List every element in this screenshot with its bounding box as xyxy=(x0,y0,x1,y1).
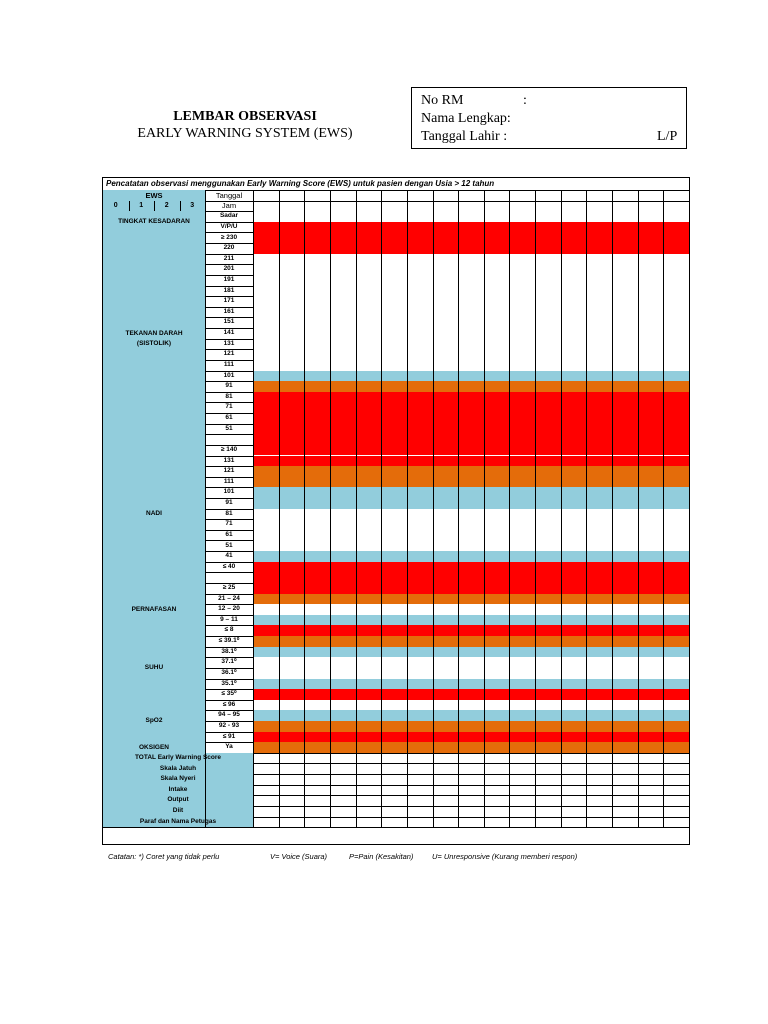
data-column-divider xyxy=(535,190,536,827)
tanggal-input-cell xyxy=(433,190,459,201)
data-column-divider xyxy=(381,190,382,827)
observation-row-fill xyxy=(253,594,689,605)
data-column-divider xyxy=(330,190,331,827)
parameter-value-label: V/P/U xyxy=(220,222,238,230)
parameter-value-label: 201 xyxy=(223,265,235,273)
parameter-value-label: 9 – 11 xyxy=(220,615,238,623)
parameter-group-label: NADI xyxy=(103,445,205,583)
tanggal-input-cell xyxy=(381,190,407,201)
observation-row-fill xyxy=(253,668,689,679)
birth-date-label: Tanggal Lahir : xyxy=(421,129,508,144)
observation-row-fill xyxy=(253,402,689,413)
data-column-divider xyxy=(561,190,562,827)
patient-id-box xyxy=(411,87,687,149)
parameter-value-label: 131 xyxy=(223,339,235,347)
parameter-value-label: 91 xyxy=(225,499,233,507)
no-rm-row xyxy=(421,92,527,109)
tanggal-input-cell xyxy=(279,190,305,201)
data-column-divider xyxy=(638,190,639,827)
label-column-divider xyxy=(205,190,206,827)
observation-row-fill xyxy=(253,732,689,743)
tanggal-input-cell xyxy=(638,190,664,201)
jam-input-cell xyxy=(279,201,305,212)
parameter-value-label: 131 xyxy=(223,456,235,464)
observation-row-fill xyxy=(253,349,689,360)
parameter-value-label: ≤ 91 xyxy=(222,732,236,740)
observation-row-fill xyxy=(253,647,689,658)
tanggal-input-cell xyxy=(407,190,433,201)
observation-row-fill xyxy=(253,232,689,243)
observation-row-fill xyxy=(253,679,689,690)
patient-name-label: Nama Lengkap: xyxy=(421,111,511,126)
jam-input-cell xyxy=(304,201,330,212)
observation-row-fill xyxy=(253,211,689,222)
parameter-value-label: 41 xyxy=(225,552,233,560)
data-column-divider xyxy=(663,190,664,827)
jam-input-cell xyxy=(586,201,612,212)
jam-input-cell xyxy=(535,201,561,212)
jam-input-cell xyxy=(433,201,459,212)
parameter-group-label: SUHU xyxy=(103,636,205,700)
parameter-value-label: 71 xyxy=(225,520,233,528)
sex-label: L/P xyxy=(657,129,678,144)
parameter-value-label: Sadar xyxy=(219,212,239,220)
observation-row-fill xyxy=(253,742,689,753)
observation-row-fill xyxy=(253,222,689,233)
parameter-value-label: 191 xyxy=(223,276,235,283)
parameter-value-label: 111 xyxy=(223,477,235,485)
parameter-value-label: 211 xyxy=(223,254,235,262)
score-cell-3: 3 xyxy=(180,201,206,212)
observation-row-fill xyxy=(253,328,689,339)
parameter-value-label: 121 xyxy=(223,350,235,358)
jam-input-cell xyxy=(458,201,484,212)
footer-row-label: TOTAL Early Warning Score xyxy=(103,753,253,764)
score-divider xyxy=(180,201,181,212)
tanggal-input-cell xyxy=(586,190,612,201)
parameter-value-label: 36.1⁰ xyxy=(221,668,237,676)
observation-row-fill xyxy=(253,413,689,424)
score-cell-0: 0 xyxy=(103,201,129,212)
parameter-value-label xyxy=(205,572,253,583)
data-column-divider xyxy=(279,190,280,827)
form-subtitle: EARLY WARNING SYSTEM (EWS) xyxy=(137,126,353,141)
parameter-value-label: 220 xyxy=(223,244,235,252)
parameter-value-label: 61 xyxy=(225,414,233,422)
footer-row-label: Diit xyxy=(103,806,253,817)
observation-row-fill xyxy=(253,498,689,509)
parameter-value-label: 111 xyxy=(223,360,235,368)
parameter-group-label: SpO2 xyxy=(103,700,205,742)
parameter-value-label: 92 - 93 xyxy=(218,722,240,730)
jam-input-cell xyxy=(663,201,689,212)
parameter-value-label: 35.1⁰ xyxy=(221,679,237,687)
parameter-value-label: 151 xyxy=(223,318,235,326)
no-rm-label: No RM xyxy=(421,93,464,108)
parameter-value-label: 51 xyxy=(225,424,233,432)
data-column-divider xyxy=(458,190,459,827)
parameter-value-label: 181 xyxy=(223,286,235,294)
parameter-value-label: 101 xyxy=(223,488,235,496)
observation-row-fill xyxy=(253,254,689,265)
tanggal-input-cell xyxy=(330,190,356,201)
note-unresponsive: U= Unresponsive (Kurang memberi respon) xyxy=(432,852,578,861)
jam-input-cell xyxy=(407,201,433,212)
data-column-divider xyxy=(433,190,434,827)
observation-row-fill xyxy=(253,286,689,297)
observation-row-fill xyxy=(253,689,689,700)
parameter-value-label: 12 – 20 xyxy=(218,605,240,613)
parameter-value-label: 81 xyxy=(225,392,233,400)
tanggal-input-cell xyxy=(356,190,382,201)
observation-row-fill xyxy=(253,583,689,594)
observation-row-fill xyxy=(253,540,689,551)
tanggal-input-cell xyxy=(253,190,279,201)
note-catatan: Catatan: *) Coret yang tidak perlu xyxy=(108,852,220,861)
parameter-value-label: 71 xyxy=(225,403,233,411)
observation-row-fill xyxy=(253,275,689,286)
parameter-value-label: 21 – 24 xyxy=(218,594,240,602)
parameter-group-label: TINGKAT KESADARAN xyxy=(103,211,205,232)
form-title: LEMBAR OBSERVASI xyxy=(173,109,317,124)
observation-row-fill xyxy=(253,392,689,403)
row-divider xyxy=(103,827,689,828)
observation-row-fill xyxy=(253,424,689,435)
jam-input-cell xyxy=(638,201,664,212)
tanggal-input-cell xyxy=(535,190,561,201)
birth-date-row xyxy=(421,128,681,145)
parameter-value-label: 61 xyxy=(225,530,233,538)
observation-row-fill xyxy=(253,551,689,562)
observation-row-fill xyxy=(253,360,689,371)
ews-observation-table xyxy=(102,177,690,845)
footer-row-label: Skala Nyeri xyxy=(103,774,253,785)
parameter-value-label xyxy=(205,434,253,445)
observation-row-fill xyxy=(253,625,689,636)
observation-row-fill xyxy=(253,519,689,530)
parameter-group-label: PERNAFASAN xyxy=(103,583,205,636)
tanggal-input-cell xyxy=(304,190,330,201)
observation-row-fill xyxy=(253,264,689,275)
observation-row-fill xyxy=(253,296,689,307)
tanggal-input-cell xyxy=(509,190,535,201)
data-column-divider xyxy=(407,190,408,827)
jam-input-cell xyxy=(612,201,638,212)
observation-row-fill xyxy=(253,615,689,626)
jam-input-cell xyxy=(484,201,510,212)
tanggal-input-cell xyxy=(458,190,484,201)
observation-row-fill xyxy=(253,445,689,456)
parameter-group-label: TEKANAN DARAH (SISTOLIK) xyxy=(103,232,205,444)
observation-row-fill xyxy=(253,487,689,498)
observation-row-fill xyxy=(253,381,689,392)
observation-row-fill xyxy=(253,721,689,732)
table-banner: Pencatatan observasi menggunakan Early Warning Score (EWS) untuk pasien dengan Usia > 12 tahun xyxy=(106,179,495,188)
footer-row-label: Output xyxy=(103,795,253,806)
tanggal-input-cell xyxy=(663,190,689,201)
parameter-value-label: ≤ 35⁰ xyxy=(221,690,237,698)
tanggal-header-cell: Tanggal xyxy=(215,190,243,200)
tanggal-input-cell xyxy=(612,190,638,201)
ews-header-cell: EWS xyxy=(103,190,205,201)
score-divider xyxy=(129,201,130,212)
observation-row-fill xyxy=(253,477,689,488)
jam-input-cell xyxy=(509,201,535,212)
parameter-value-label: 141 xyxy=(223,329,235,337)
observation-row-fill xyxy=(253,371,689,382)
jam-input-cell xyxy=(381,201,407,212)
data-column-divider xyxy=(253,190,254,827)
data-column-divider xyxy=(304,190,305,827)
parameter-value-label: Ya xyxy=(225,743,233,751)
observation-row-fill xyxy=(253,710,689,721)
observation-row-fill xyxy=(253,509,689,520)
observation-row-fill xyxy=(253,604,689,615)
parameter-value-label: 161 xyxy=(223,307,235,315)
observation-row-fill xyxy=(253,243,689,254)
parameter-value-label: ≤ 39.1⁰ xyxy=(218,637,240,645)
observation-row-fill xyxy=(253,434,689,445)
note-pain: P=Pain (Kesakitan) xyxy=(349,852,414,861)
data-column-divider xyxy=(356,190,357,827)
observation-row-fill xyxy=(253,456,689,467)
score-cell-1: 1 xyxy=(129,201,155,212)
parameter-value-label: 38.1⁰ xyxy=(221,647,237,655)
observation-row-fill xyxy=(253,307,689,318)
parameter-value-label: 51 xyxy=(225,541,233,549)
data-column-divider xyxy=(484,190,485,827)
observation-row-fill xyxy=(253,636,689,647)
no-rm-colon: : xyxy=(523,93,527,108)
parameter-value-label: ≥ 140 xyxy=(220,445,238,453)
observation-row-fill xyxy=(253,317,689,328)
parameter-value-label: 101 xyxy=(223,371,235,379)
observation-row-fill xyxy=(253,657,689,668)
observation-row-fill xyxy=(253,562,689,573)
footer-row-label: Skala Jatuh xyxy=(103,763,253,774)
parameter-value-label: ≤ 96 xyxy=(222,700,236,708)
parameter-value-label: 94 – 95 xyxy=(218,711,240,719)
tanggal-input-cell xyxy=(561,190,587,201)
parameter-value-label: 81 xyxy=(225,509,233,517)
jam-header-cell: Jam xyxy=(221,201,237,211)
parameter-value-label: 37.1⁰ xyxy=(221,658,237,666)
parameter-value-label: ≥ 25 xyxy=(222,583,236,591)
footer-row-label: Intake xyxy=(103,785,253,796)
parameter-value-label: ≤ 8 xyxy=(224,626,234,634)
observation-row-fill xyxy=(253,466,689,477)
data-column-divider xyxy=(509,190,510,827)
score-divider xyxy=(154,201,155,212)
observation-row-fill xyxy=(253,572,689,583)
footer-row-label: Paraf dan Nama Petugas xyxy=(103,817,253,828)
parameter-value-label: ≤ 40 xyxy=(222,562,236,570)
jam-input-cell xyxy=(253,201,279,212)
jam-input-cell xyxy=(561,201,587,212)
jam-input-cell xyxy=(356,201,382,212)
form-title-block xyxy=(100,108,390,142)
tanggal-input-cell xyxy=(484,190,510,201)
observation-row-fill xyxy=(253,339,689,350)
parameter-value-label: 121 xyxy=(223,467,235,475)
data-column-divider xyxy=(586,190,587,827)
parameter-value-label: 171 xyxy=(223,297,235,305)
parameter-group-label: OKSIGEN xyxy=(103,742,205,753)
score-cell-2: 2 xyxy=(154,201,180,212)
parameter-value-label: ≥ 230 xyxy=(220,233,238,241)
parameter-value-label: 91 xyxy=(225,382,233,390)
observation-row-fill xyxy=(253,530,689,541)
data-column-divider xyxy=(612,190,613,827)
note-voice: V= Voice (Suara) xyxy=(270,852,328,861)
jam-input-cell xyxy=(330,201,356,212)
observation-row-fill xyxy=(253,700,689,711)
